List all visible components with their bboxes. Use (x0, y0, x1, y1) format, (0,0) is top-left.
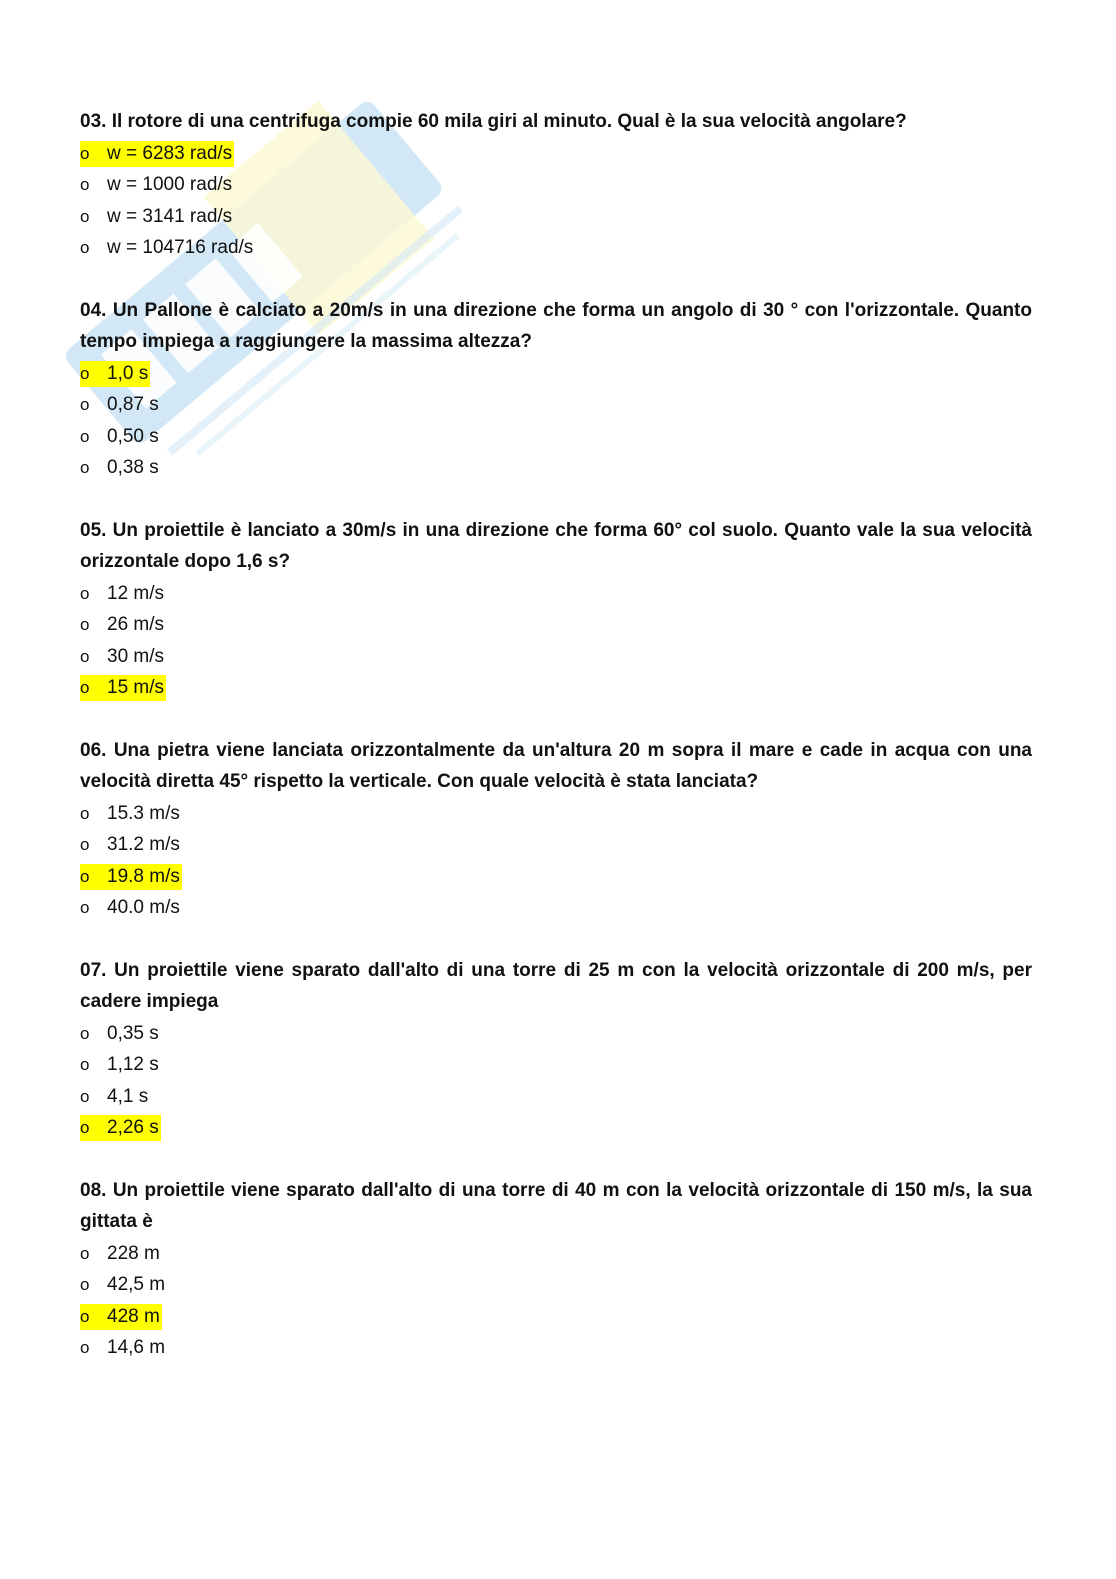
radio-bullet-icon: o (80, 1086, 90, 1106)
answer-options (80, 1238, 1032, 1364)
answer-highlight (80, 612, 166, 638)
answer-text: 30 m/s (107, 645, 165, 667)
radio-bullet-icon: o (80, 615, 90, 634)
answer-options (80, 798, 1032, 924)
answer-text: 228 m (107, 1242, 160, 1264)
answer-option[interactable] (80, 232, 1032, 264)
question-04 (80, 295, 1032, 484)
answer-option[interactable] (80, 452, 1032, 484)
radio-bullet-icon: o (80, 646, 90, 666)
answer-highlight (80, 1084, 150, 1110)
answer-option[interactable] (80, 861, 1032, 893)
answer-highlight (80, 801, 182, 827)
answer-highlight (80, 832, 182, 858)
answer-highlight (80, 1272, 167, 1298)
answer-options (80, 1018, 1032, 1144)
answer-text: 4,1 s (107, 1085, 149, 1107)
question-06 (80, 735, 1032, 924)
radio-bullet-icon: o (80, 1306, 90, 1326)
radio-bullet-icon: o (80, 1055, 90, 1074)
answer-highlight (80, 1115, 161, 1141)
radio-bullet-icon: o (80, 583, 90, 603)
answer-options (80, 138, 1032, 264)
answer-text: 1,0 s (107, 362, 149, 384)
answer-text: 428 m (107, 1305, 160, 1327)
answer-option[interactable] (80, 829, 1032, 861)
answer-highlight (80, 141, 234, 167)
answer-highlight (80, 1304, 162, 1330)
answer-highlight (80, 1335, 167, 1361)
answer-option[interactable] (80, 672, 1032, 704)
question-05 (80, 515, 1032, 704)
answer-option[interactable] (80, 892, 1032, 924)
answer-highlight (80, 1241, 162, 1267)
answer-option[interactable] (80, 609, 1032, 641)
answer-option[interactable] (80, 1238, 1032, 1270)
answer-option[interactable] (80, 1112, 1032, 1144)
answer-highlight (80, 204, 234, 230)
question-08 (80, 1175, 1032, 1364)
radio-bullet-icon: o (80, 458, 90, 477)
answer-text: 15.3 m/s (107, 802, 180, 824)
answer-text: 2,26 s (107, 1117, 159, 1138)
answer-option[interactable] (80, 1301, 1032, 1333)
radio-bullet-icon: o (80, 426, 90, 446)
answer-options (80, 578, 1032, 704)
answer-option[interactable] (80, 1269, 1032, 1301)
answer-text: 12 m/s (107, 582, 165, 604)
answer-text: w = 1000 rad/s (107, 174, 233, 195)
answer-highlight (80, 864, 182, 890)
answer-text: 0,50 s (107, 425, 159, 447)
question-07 (80, 955, 1032, 1144)
answer-option[interactable] (80, 201, 1032, 233)
answer-highlight (80, 1052, 161, 1078)
radio-bullet-icon: o (80, 678, 90, 697)
answer-option[interactable] (80, 169, 1032, 201)
answer-text: 26 m/s (107, 614, 165, 635)
question-text: 03. Il rotore di una centrifuga compie 60 mila giri al minuto. Qual è la sua velocità angolare? (80, 111, 907, 132)
answer-option[interactable] (80, 641, 1032, 673)
question-03 (80, 106, 1032, 264)
answer-highlight (80, 392, 161, 418)
answer-highlight (80, 455, 161, 481)
radio-bullet-icon: o (80, 1275, 90, 1294)
answer-highlight (80, 675, 166, 701)
answer-option[interactable] (80, 1018, 1032, 1050)
radio-bullet-icon: o (80, 363, 90, 383)
radio-bullet-icon: o (80, 143, 90, 163)
radio-bullet-icon: o (80, 866, 90, 886)
question-text: 08. Un proiettile viene sparato dall'alto di una torre di 40 m con la velocità orizzontale di 150 m/s, la sua gittata è (80, 1179, 1032, 1232)
answer-text: 42,5 m (107, 1274, 166, 1295)
answer-text: 1,12 s (107, 1054, 159, 1075)
answer-highlight (80, 361, 150, 387)
answer-highlight (80, 1021, 161, 1047)
answer-highlight (80, 895, 182, 921)
answer-option[interactable] (80, 1081, 1032, 1113)
answer-option[interactable] (80, 578, 1032, 610)
radio-bullet-icon: o (80, 1118, 90, 1137)
radio-bullet-icon: o (80, 898, 90, 917)
question-text: 05. Un proiettile è lanciato a 30m/s in una direzione che forma 60° col suolo. Quanto vale la sua velocità orizzontale dopo 1,6 s? (80, 519, 1032, 572)
radio-bullet-icon: o (80, 395, 90, 414)
answer-text: 19.8 m/s (107, 865, 180, 887)
question-text: 07. Un proiettile viene sparato dall'alto di una torre di 25 m con la velocità orizzontale di 200 m/s, per cadere impiega (80, 959, 1032, 1012)
answer-highlight (80, 644, 166, 670)
answer-text: 15 m/s (107, 677, 165, 698)
answer-text: 0,87 s (107, 394, 159, 415)
answer-highlight (80, 424, 161, 450)
radio-bullet-icon: o (80, 1243, 90, 1263)
question-text: 06. Una pietra viene lanciata orizzontalmente da un'altura 20 m sopra il mare e cade in acqua con una velocità diretta 45° rispetto la verticale. Con quale velocità è stata lanciata? (80, 739, 1032, 792)
radio-bullet-icon: o (80, 175, 90, 194)
answer-option[interactable] (80, 138, 1032, 170)
answer-highlight (80, 581, 166, 607)
answer-text: 0,35 s (107, 1022, 159, 1044)
answer-text: w = 3141 rad/s (107, 205, 233, 227)
answer-text: w = 6283 rad/s (107, 142, 233, 164)
radio-bullet-icon: o (80, 835, 90, 854)
answer-text: 31.2 m/s (107, 834, 180, 855)
quiz-content (80, 106, 1032, 1395)
answer-highlight (80, 235, 255, 261)
answer-highlight (80, 172, 234, 198)
radio-bullet-icon: o (80, 238, 90, 257)
answer-option[interactable] (80, 1332, 1032, 1364)
radio-bullet-icon: o (80, 1338, 90, 1357)
answer-options (80, 358, 1032, 484)
answer-text: 40.0 m/s (107, 897, 180, 918)
answer-option[interactable] (80, 389, 1032, 421)
answer-text: 0,38 s (107, 457, 159, 478)
radio-bullet-icon: o (80, 803, 90, 823)
question-text: 04. Un Pallone è calciato a 20m/s in una direzione che forma un angolo di 30 ° con l'orizzontale. Quanto tempo impiega a raggiungere la massima altezza? (80, 299, 1032, 352)
radio-bullet-icon: o (80, 206, 90, 226)
answer-option[interactable] (80, 798, 1032, 830)
answer-option[interactable] (80, 1049, 1032, 1081)
radio-bullet-icon: o (80, 1023, 90, 1043)
answer-option[interactable] (80, 358, 1032, 390)
answer-text: 14,6 m (107, 1337, 166, 1358)
answer-option[interactable] (80, 421, 1032, 453)
answer-text: w = 104716 rad/s (107, 237, 254, 258)
